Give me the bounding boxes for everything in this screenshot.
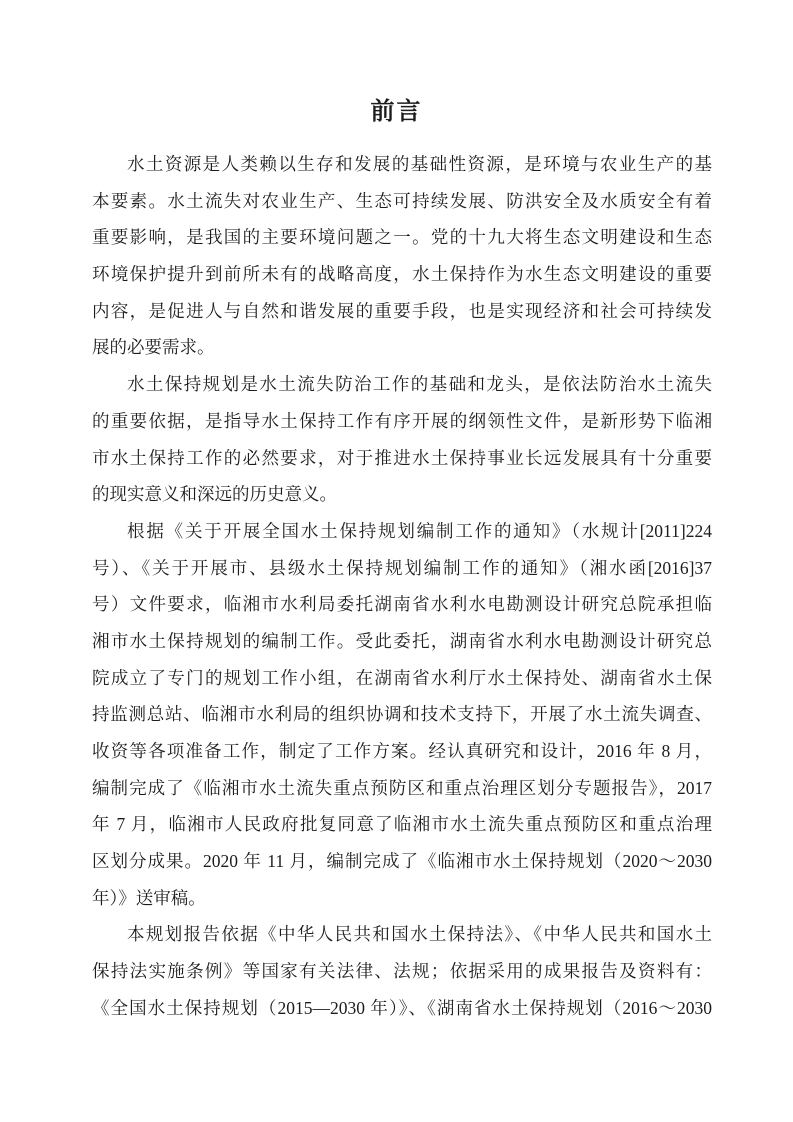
page-title: 前言 [370,99,423,125]
text-line: 年）》送审稿。 [92,887,206,908]
text-line: 号）、《关于开展市、县级水土保持规划编制工作的通知》（湘水函[2016]37 [92,557,712,578]
text-line: 内容，是促进人与自然和谐发展的重要手段，也是实现经济和社会可持续发 [92,300,712,321]
text-line: 号）文件要求，临湘市水利局委托湖南省水利水电勘测设计研究总院承担临 [92,594,712,615]
text-line: 环境保护提升到前所未有的战略高度，水土保持作为水生态文明建设的重要 [92,264,712,285]
text-line: 本规划报告依据《中华人民共和国水土保持法》、《中华人民共和国水土 [127,924,712,945]
text-line: 院成立了专门的规划工作小组，在湖南省水利厅水土保持处、湖南省水土保 [92,667,712,688]
text-line: 的重要依据，是指导水土保持工作有序开展的纲领性文件，是新形势下临湘 [92,410,712,431]
paragraph [92,146,712,366]
text-line: 市水土保持工作的必然要求，对于推进水土保持事业长远发展具有十分重要 [92,447,712,468]
text-line: 年 7 月，临湘市人民政府批复同意了临湘市水土流失重点预防区和重点治理 [92,814,712,835]
text-line: 的现实意义和深远的历史意义。 [92,484,337,505]
text-line: 持监测总站、临湘市水利局的组织协调和技术支持下，开展了水土流失调查、 [92,704,712,725]
text-line: 根据《关于开展全国水土保持规划编制工作的通知》（水规计[2011]224 [127,520,712,541]
text-line: 水土资源是人类赖以生存和发展的基础性资源，是环境与农业生产的基 [127,154,712,174]
text-line: 湘市水土保持规划的编制工作。受此委托，湖南省水利水电勘测设计研究总 [92,630,712,651]
paragraph [92,366,712,513]
paragraph [92,513,712,917]
text-line: 编制完成了《临湘市水土流失重点预防区和重点治理区划分专题报告》，2017 [92,777,712,798]
text-line: 收资等各项准备工作，制定了工作方案。经认真研究和设计，2016 年 8 月， [92,741,712,761]
text-line: 重要影响，是我国的主要环境问题之一。党的十九大将生态文明建设和生态 [92,227,712,248]
text-line: 保持法实施条例》等国家有关法律、法规；依据采用的成果报告及资料有： [92,961,712,982]
text-line: 区划分成果。2020 年 11 月，编制完成了《临湘市水土保持规划（2020～2030 [92,851,712,872]
text-line: 《全国水土保持规划（2015—2030 年）》、《湖南省水土保持规划（2016～2030 [92,997,712,1018]
text-line: 本要素。水土流失对农业生产、生态可持续发展、防洪安全及水质安全有着 [92,190,712,211]
text-line: 水土保持规划是水土流失防治工作的基础和龙头，是依法防治水土流失 [127,374,712,395]
text-line: 展的必要需求。 [92,337,215,358]
paragraph [92,916,712,1026]
document-body [92,146,712,1027]
